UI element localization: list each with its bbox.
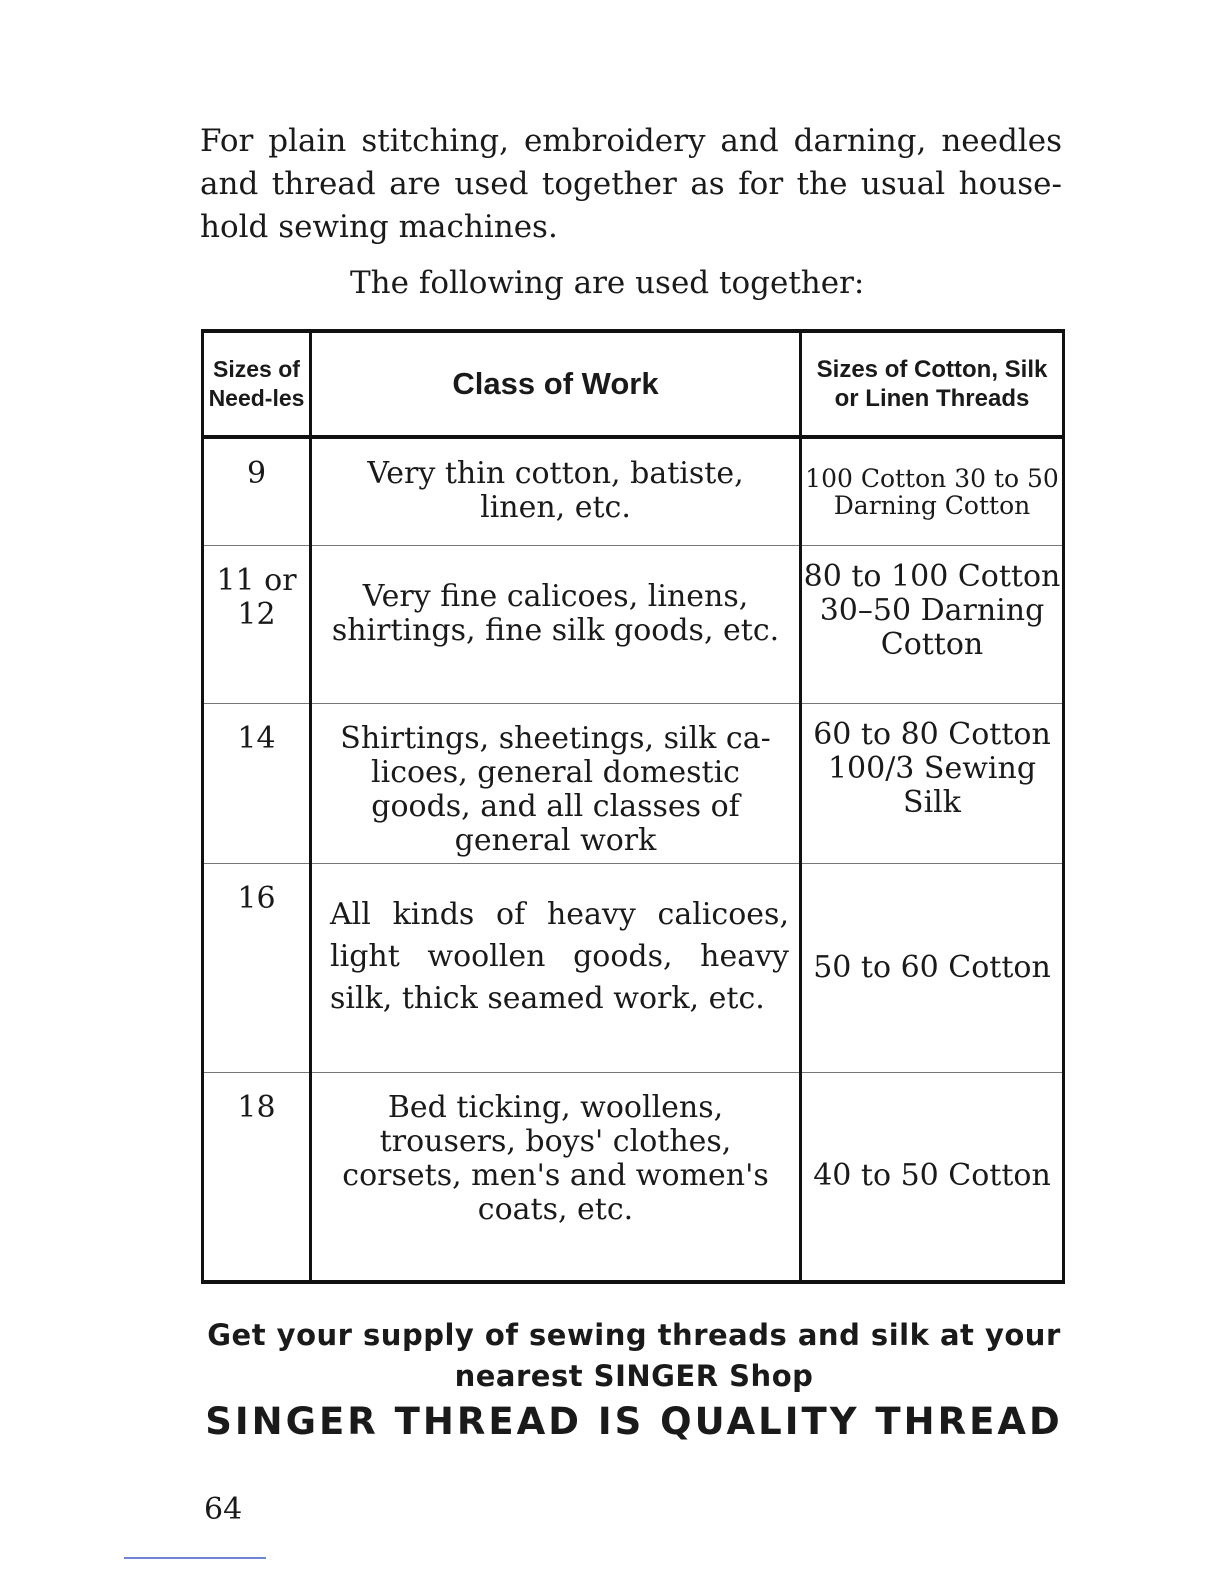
header-needle-sizes: Sizes of Need-les — [203, 331, 311, 437]
class-of-work-cell: Very thin cotton, batiste, linen, etc. — [311, 437, 801, 545]
footer-shop-line: nearest SINGER Shop — [454, 1359, 814, 1393]
class-of-work-cell: All kinds of heavy calicoes, light woollen goods, heavy silk, thick seamed work, etc. — [311, 863, 801, 1072]
thread-size-cell: 40 to 50 Cotton — [801, 1072, 1064, 1282]
thread-size-cell: 100 Cotton 30 to 50 Darning Cotton — [801, 437, 1064, 545]
needle-size-cell: 16 — [203, 863, 311, 1072]
page-number: 64 — [204, 1492, 243, 1527]
table-lead-in: The following are used together: — [350, 265, 865, 301]
needle-size-cell: 18 — [203, 1072, 311, 1282]
needle-size-cell: 14 — [203, 703, 311, 863]
needle-size-cell: 9 — [203, 437, 311, 545]
table-row — [203, 703, 1064, 863]
needle-thread-table — [201, 329, 1065, 1284]
header-thread-sizes: Sizes of Cotton, Silk or Linen Threads — [801, 331, 1064, 437]
needle-size-cell: 11 or 12 — [203, 545, 311, 703]
class-of-work-cell: Shirtings, sheetings, silk ca-licoes, general domestic goods, and all classes of general work — [311, 703, 801, 863]
intro-paragraph: For plain stitching, embroidery and darning, needles and thread are used together as for the usual house-hold sewing machines. — [200, 123, 1062, 245]
header-class-of-work: Class of Work — [311, 331, 801, 437]
edge-mark — [124, 1557, 266, 1559]
thread-size-cell: 60 to 80 Cotton 100/3 Sewing Silk — [801, 703, 1064, 863]
table-header-row — [203, 331, 1064, 437]
table-row — [203, 437, 1064, 545]
table-row — [203, 1072, 1064, 1282]
table-row — [203, 545, 1064, 703]
thread-size-cell: 50 to 60 Cotton — [801, 863, 1064, 1072]
table-row — [203, 863, 1064, 1072]
class-of-work-cell: Bed ticking, woollens, trousers, boys' clothes, corsets, men's and women's coats, etc. — [311, 1072, 801, 1282]
footer-slogan: SINGER THREAD IS QUALITY THREAD — [205, 1400, 1063, 1443]
class-of-work-cell: Very fine calicoes, linens, shirtings, fine silk goods, etc. — [311, 545, 801, 703]
footer-supply-line: Get your supply of sewing threads and silk at your — [207, 1318, 1061, 1352]
thread-size-cell: 80 to 100 Cotton 30–50 Darning Cotton — [801, 545, 1064, 703]
